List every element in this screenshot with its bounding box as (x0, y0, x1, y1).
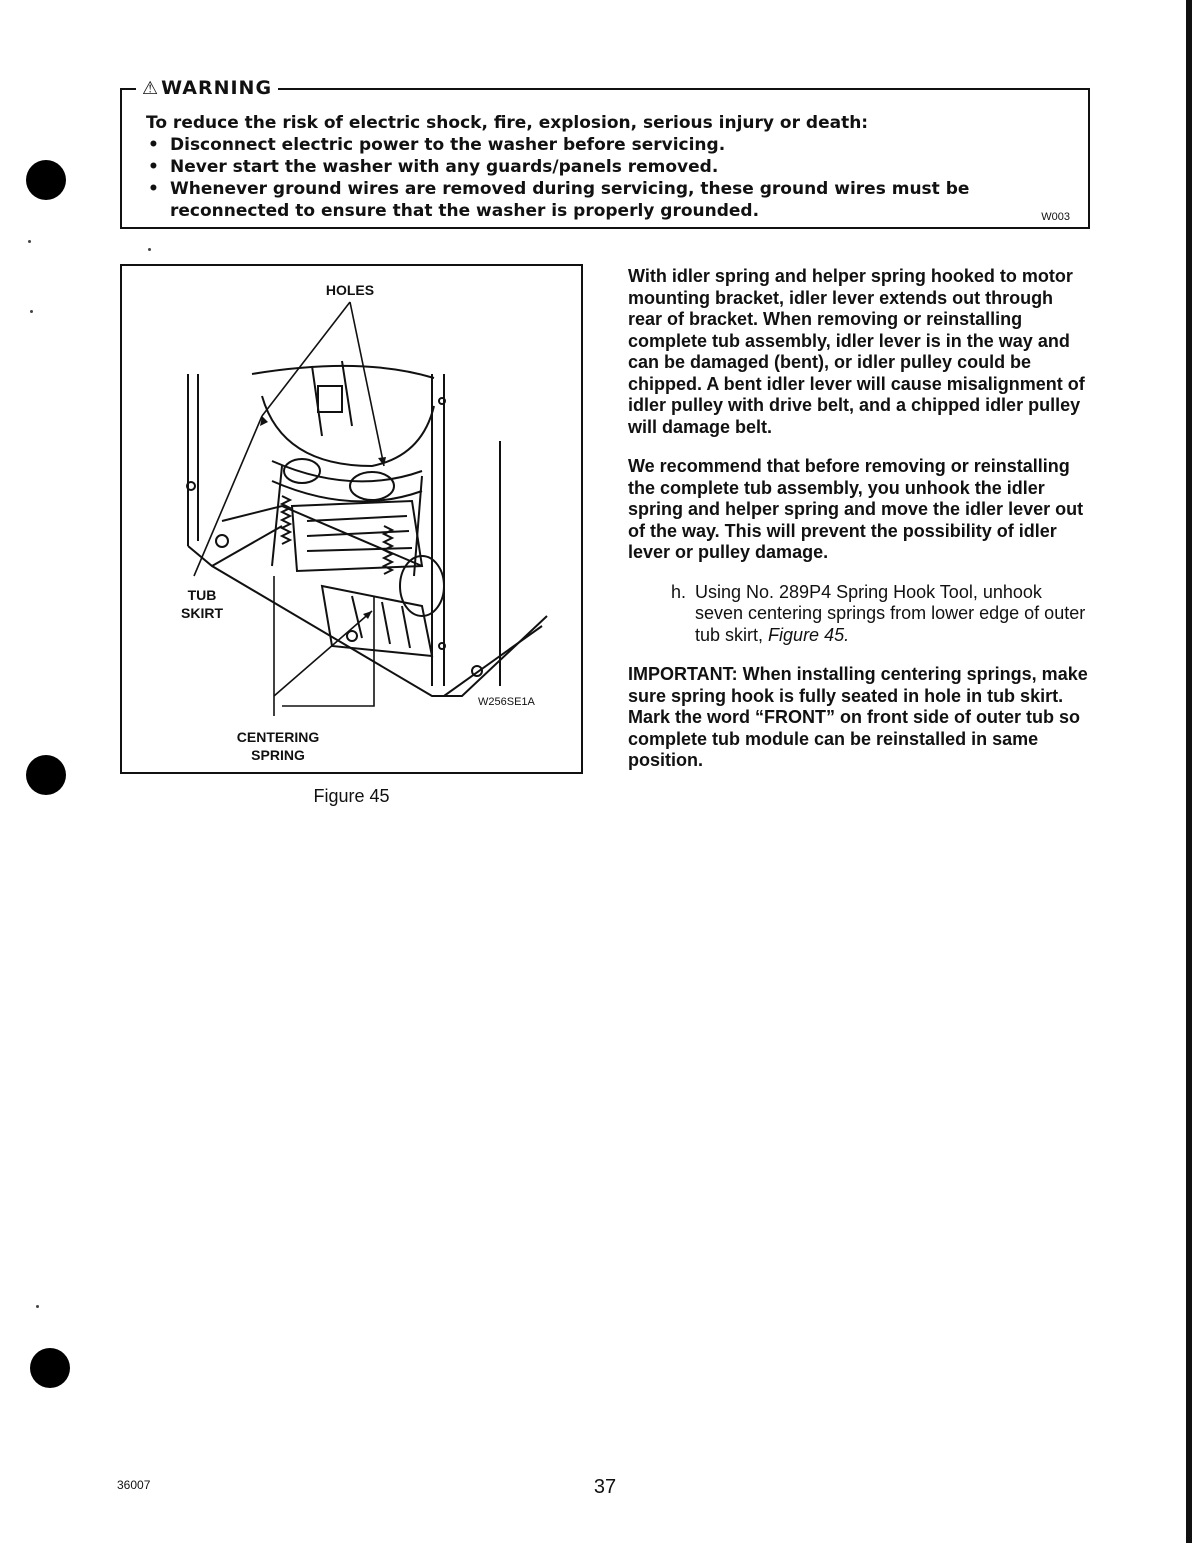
figure-code: W256SE1A (478, 696, 535, 708)
label-holes: HOLES (325, 282, 375, 298)
step-figure-ref: Figure 45. (768, 624, 850, 645)
warning-item: • Whenever ground wires are removed during servicing, these ground wires must be reconnected to ensure that the washer is properly grounded. (146, 178, 1066, 222)
figure-caption: Figure 45 (313, 786, 390, 806)
warning-code: W003 (1041, 211, 1070, 223)
leader-centering-2 (274, 611, 372, 696)
step-letter: h. (671, 581, 687, 602)
scan-speck (36, 1305, 39, 1308)
label-centering-line1: CENTERING (236, 729, 320, 745)
leader-centering-3 (282, 596, 374, 706)
leader-holes-left (262, 302, 350, 416)
figure-45 (120, 264, 583, 774)
centering-spring-left (282, 496, 290, 544)
warning-title-text: WARNING (161, 77, 273, 99)
warning-list (146, 134, 1066, 222)
step-text: Using No. 289P4 Spring Hook Tool, unhook seven centering springs from lower edge of outer tub skirt, (695, 581, 1086, 645)
paragraph-recommendation: We recommend that before removing or reinstalling the complete tub assembly, you unhook the idler spring and helper spring and move the idler lever out of the way. This will prevent the possibility of idler lever or pulley damage. (628, 456, 1084, 562)
cabinet-right-post (432, 374, 444, 686)
warning-item: • Disconnect electric power to the washer before servicing. (146, 134, 1066, 156)
scan-speck (148, 248, 151, 251)
cabinet-left-wall (188, 374, 198, 546)
punch-hole-middle (26, 755, 66, 795)
label-tub-skirt-line1: TUB (187, 587, 217, 603)
label-tub-skirt-line2: SKIRT (181, 605, 223, 621)
warning-box (120, 77, 1090, 229)
warning-body (146, 112, 1066, 222)
scan-speck (30, 310, 33, 313)
scan-edge (1186, 0, 1192, 1543)
warning-title (136, 77, 278, 99)
footer-doc-code: 36007 (117, 1478, 151, 1492)
page-number: 37 (593, 1476, 617, 1498)
paragraph-idler-lever: With idler spring and helper spring hooked to motor mounting bracket, idler lever extends out through rear of bracket. When removing or reinstalling complete tub assembly, idler lever is in the way and can be damaged (bent), or idler pulley could be chipped. A bent idler lever will cause misalignment of idler pulley with drive belt, and a chipped idler pulley will damage belt. (628, 266, 1085, 437)
label-centering-line2: SPRING (251, 747, 305, 763)
warning-item: • Never start the washer with any guards/panels removed. (146, 156, 1066, 178)
step-h (628, 582, 1090, 647)
punch-hole-bottom (30, 1348, 70, 1388)
leader-tub-skirt (194, 416, 262, 576)
leader-holes-right (350, 302, 384, 466)
paragraph-important: IMPORTANT: When installing centering springs, make sure spring hook is fully seated in hole in tub skirt. Mark the word “FRONT” on front side of outer tub so complete tub module can be reinstalled in same position. (628, 664, 1088, 770)
scan-speck (28, 240, 31, 243)
punch-hole-top (26, 160, 66, 200)
warning-intro: To reduce the risk of electric shock, fire, explosion, serious injury or death: (146, 113, 869, 133)
body-text (628, 266, 1090, 790)
warning-triangle-icon: ⚠ (142, 78, 160, 99)
